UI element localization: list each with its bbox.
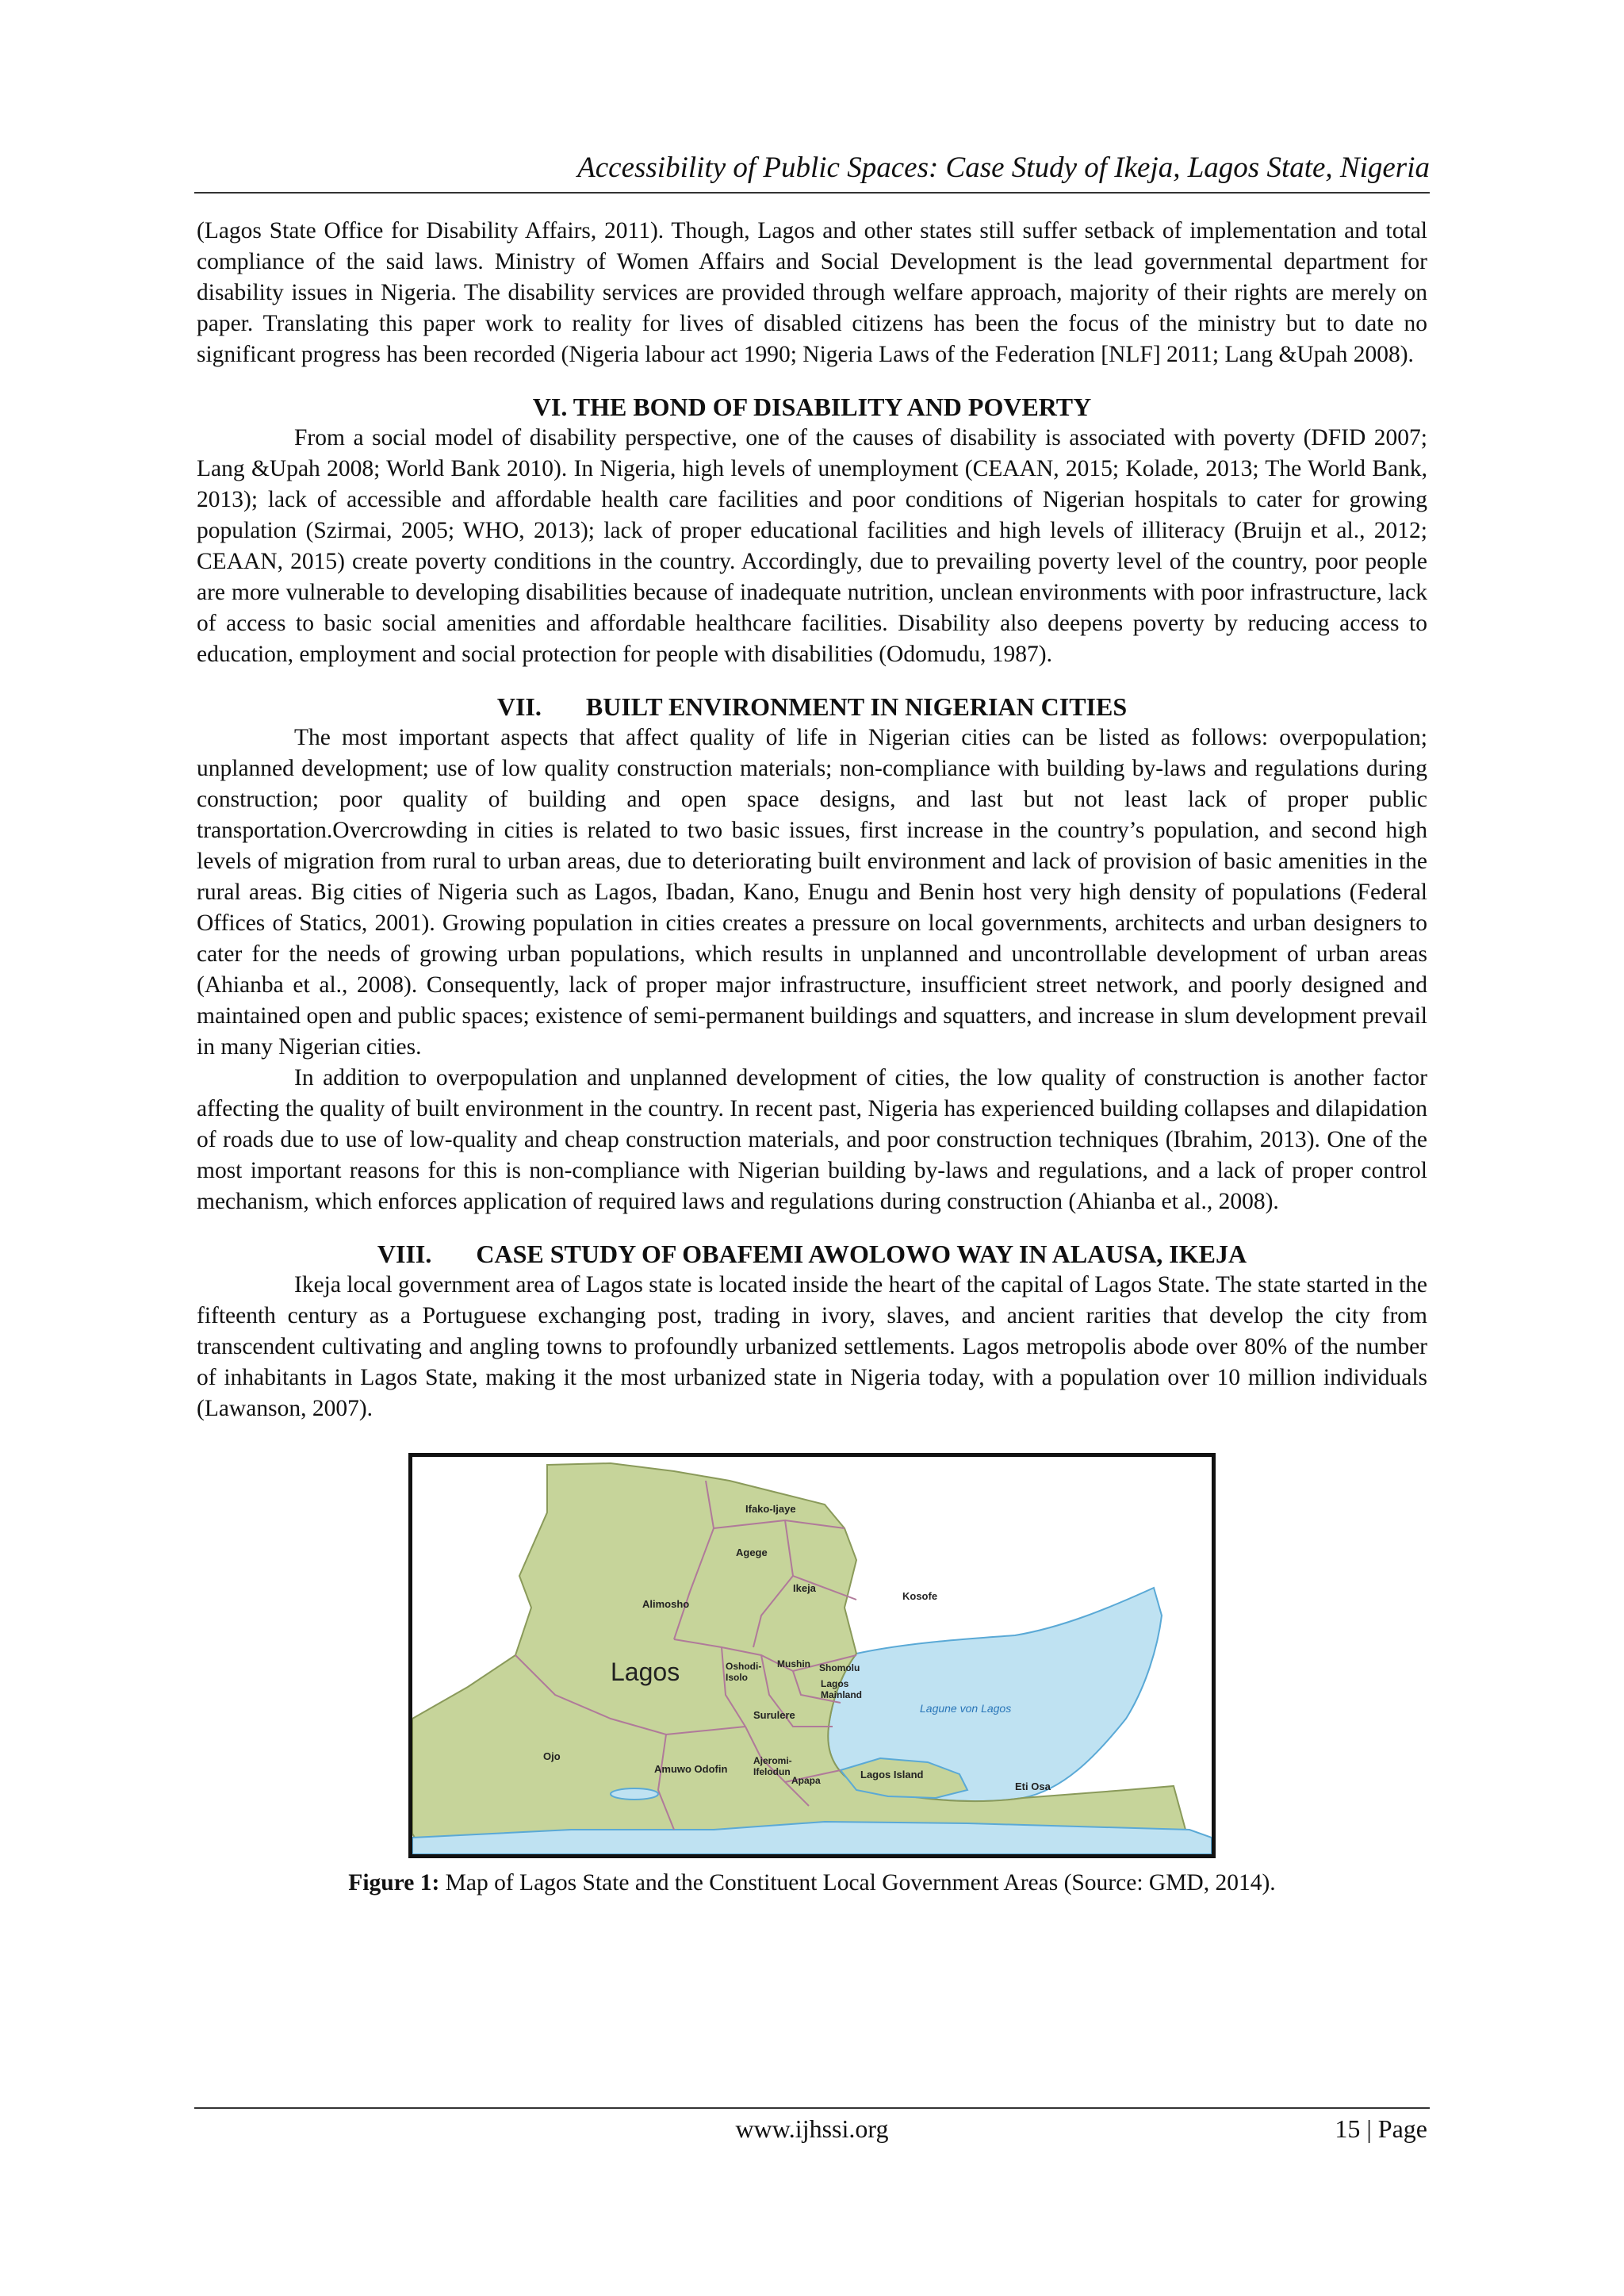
lagos-map-figure <box>408 1453 1216 1858</box>
map-label: Oshodi- <box>726 1661 762 1672</box>
section-heading-viii <box>197 1238 1427 1270</box>
caption-text: Map of Lagos State and the Constituent Local Government Areas (Source: GMD, 2014). <box>439 1870 1276 1895</box>
intro-paragraph: (Lagos State Office for Disability Affairs, 2011). Though, Lagos and other states still suffer setback of implementation and total compliance of the said laws. Ministry of Women Affairs and Social Development is the lead governmental department for disability issues in Nigeria. The disability services are provided through welfare approach, majority of their rights are merely on paper. Translating this paper work to reality for lives of disabled citizens has been the focus of the ministry but to date no significant progress has been recorded (Nigeria labour act 1990; Nigeria Laws of the Federation [NLF] 2011; Lang &Upah 2008). <box>197 218 1427 367</box>
footer-url: www.ijhssi.org <box>735 2114 889 2143</box>
map-label: Shomolu <box>819 1662 860 1673</box>
paragraph: Ikeja local government area of Lagos state is located inside the heart of the capital of Lagos State. The state started in the fifteenth century as a Portuguese exchanging post, trading in ivory, slaves, and ancient rarities that develop the city from transcendent cultivating and angling towns to profoundly urbanized settlements. Lagos metropolis abode over 80% of the number of inhabitants in Lagos State, making it the most urbanized state in Nigeria today, with a population over 10 million individuals (Lawanson, 2007). <box>197 1272 1427 1421</box>
map-label: Lagos <box>821 1678 849 1689</box>
map-label: Kosofe <box>902 1590 938 1602</box>
header-rule <box>194 192 1430 194</box>
map-label: Eti Osa <box>1015 1780 1051 1792</box>
map-label: Apapa <box>791 1775 821 1786</box>
map-label: Ikeja <box>793 1582 816 1594</box>
map-label: Alimosho <box>642 1598 690 1610</box>
article-body <box>197 216 1427 1899</box>
lagos-map <box>412 1457 1212 1854</box>
map-label: Mainland <box>821 1689 863 1700</box>
paragraph: In addition to overpopulation and unplanned development of cities, the low quality of construction is another factor affecting the quality of built environment in the country. In recent past, Nigeria has experienced building collapses and dilapidation of roads due to use of low-quality and cheap construction materials, and poor construction techniques (Ibrahim, 2013). One of the most important reasons for this is non-compliance with Nigerian building by-laws and regulations, and a lack of proper control mechanism, which enforces application of required laws and regulations during construction (Ahianba et al., 2008). <box>197 1065 1427 1214</box>
map-label: Surulere <box>753 1709 795 1721</box>
paragraph: From a social model of disability perspective, one of the causes of disability is associated with poverty (DFID 2007; Lang &Upah 2008; World Bank 2010). In Nigeria, high levels of unemployment (CEAAN, 2015; Kolade, 2013; The World Bank, 2013); lack of accessible and affordable health care facilities and poor conditions of Nigerian hospitals to cater for growing population (Szirmai, 2005; WHO, 2013); lack of proper educational facilities and high levels of illiteracy (Bruijn et al., 2012; CEAAN, 2015) create poverty conditions in the country. Accordingly, due to prevailing poverty level of the country, poor people are more vulnerable to developing disabilities because of inadequate nutrition, unclean environments with poor infrastructure, lack of access to basic social amenities and affordable healthcare facilities. Disability also deepens poverty by reducing access to education, employment and social protection for people with disabilities (Odomudu, 1987). <box>197 425 1427 667</box>
section-number: VII. <box>496 692 542 721</box>
figure-caption <box>197 1868 1427 1899</box>
map-label: Isolo <box>726 1672 749 1683</box>
map-label: Ajeromi- <box>753 1755 792 1766</box>
map-label: Amuwo Odofin <box>654 1763 728 1775</box>
running-header: Accessibility of Public Spaces: Case Study of Ikeja, Lagos State, Nigeria <box>577 151 1430 184</box>
section-title: BUILT ENVIRONMENT IN NIGERIAN CITIES <box>585 692 1128 721</box>
footer-rule <box>194 2107 1430 2109</box>
map-label: Lagos <box>611 1658 680 1686</box>
section-number: VIII. <box>377 1240 432 1268</box>
section-title: CASE STUDY OF OBAFEMI AWOLOWO WAY IN ALAUSA, IKEJA <box>476 1240 1247 1268</box>
map-label: Lagune von Lagos <box>920 1702 1012 1715</box>
map-label: Mushin <box>777 1658 810 1669</box>
section-heading-vi <box>197 391 1427 423</box>
map-label: Ifako-Ijaye <box>745 1503 796 1515</box>
map-label: Ojo <box>543 1750 561 1762</box>
map-label: Ifelodun <box>753 1766 791 1777</box>
section-heading-vii <box>197 691 1427 723</box>
section-title: THE BOND OF DISABILITY AND POVERTY <box>573 393 1092 421</box>
caption-label: Figure 1: <box>348 1870 440 1895</box>
section-title: VI. <box>532 393 568 421</box>
map-label: Agege <box>736 1547 768 1558</box>
lake-water <box>611 1788 658 1800</box>
paragraph: The most important aspects that affect quality of life in Nigerian cities can be listed as follows: overpopulation; unplanned development; use of low quality construction materials; non-compliance with building by-laws and regulations during construction; poor quality of building and open space designs, and last but not least lack of proper public transportation.Overcrowding in cities is related to two basic issues, first increase in the country’s population, and second high levels of migration from rural to urban areas, due to deteriorating built environment and lack of provision of basic amenities in the rural areas. Big cities of Nigeria such as Lagos, Ibadan, Kano, Enugu and Benin host very high density of populations (Federal Offices of Statics, 2001). Growing population in cities creates a pressure on local governments, architects and urban designers to cater for the needs of growing urban populations, which results in unplanned and uncontrollable development of urban areas (Ahianba et al., 2008). Consequently, lack of proper major infrastructure, insufficient street network, and poorly designed and maintained open and public spaces; existence of semi-permanent buildings and squatters, and increase in slum development prevail in many Nigerian cities. <box>197 725 1427 1060</box>
map-label: Lagos Island <box>860 1769 924 1780</box>
page-number: 15 | Page <box>1335 2114 1427 2143</box>
